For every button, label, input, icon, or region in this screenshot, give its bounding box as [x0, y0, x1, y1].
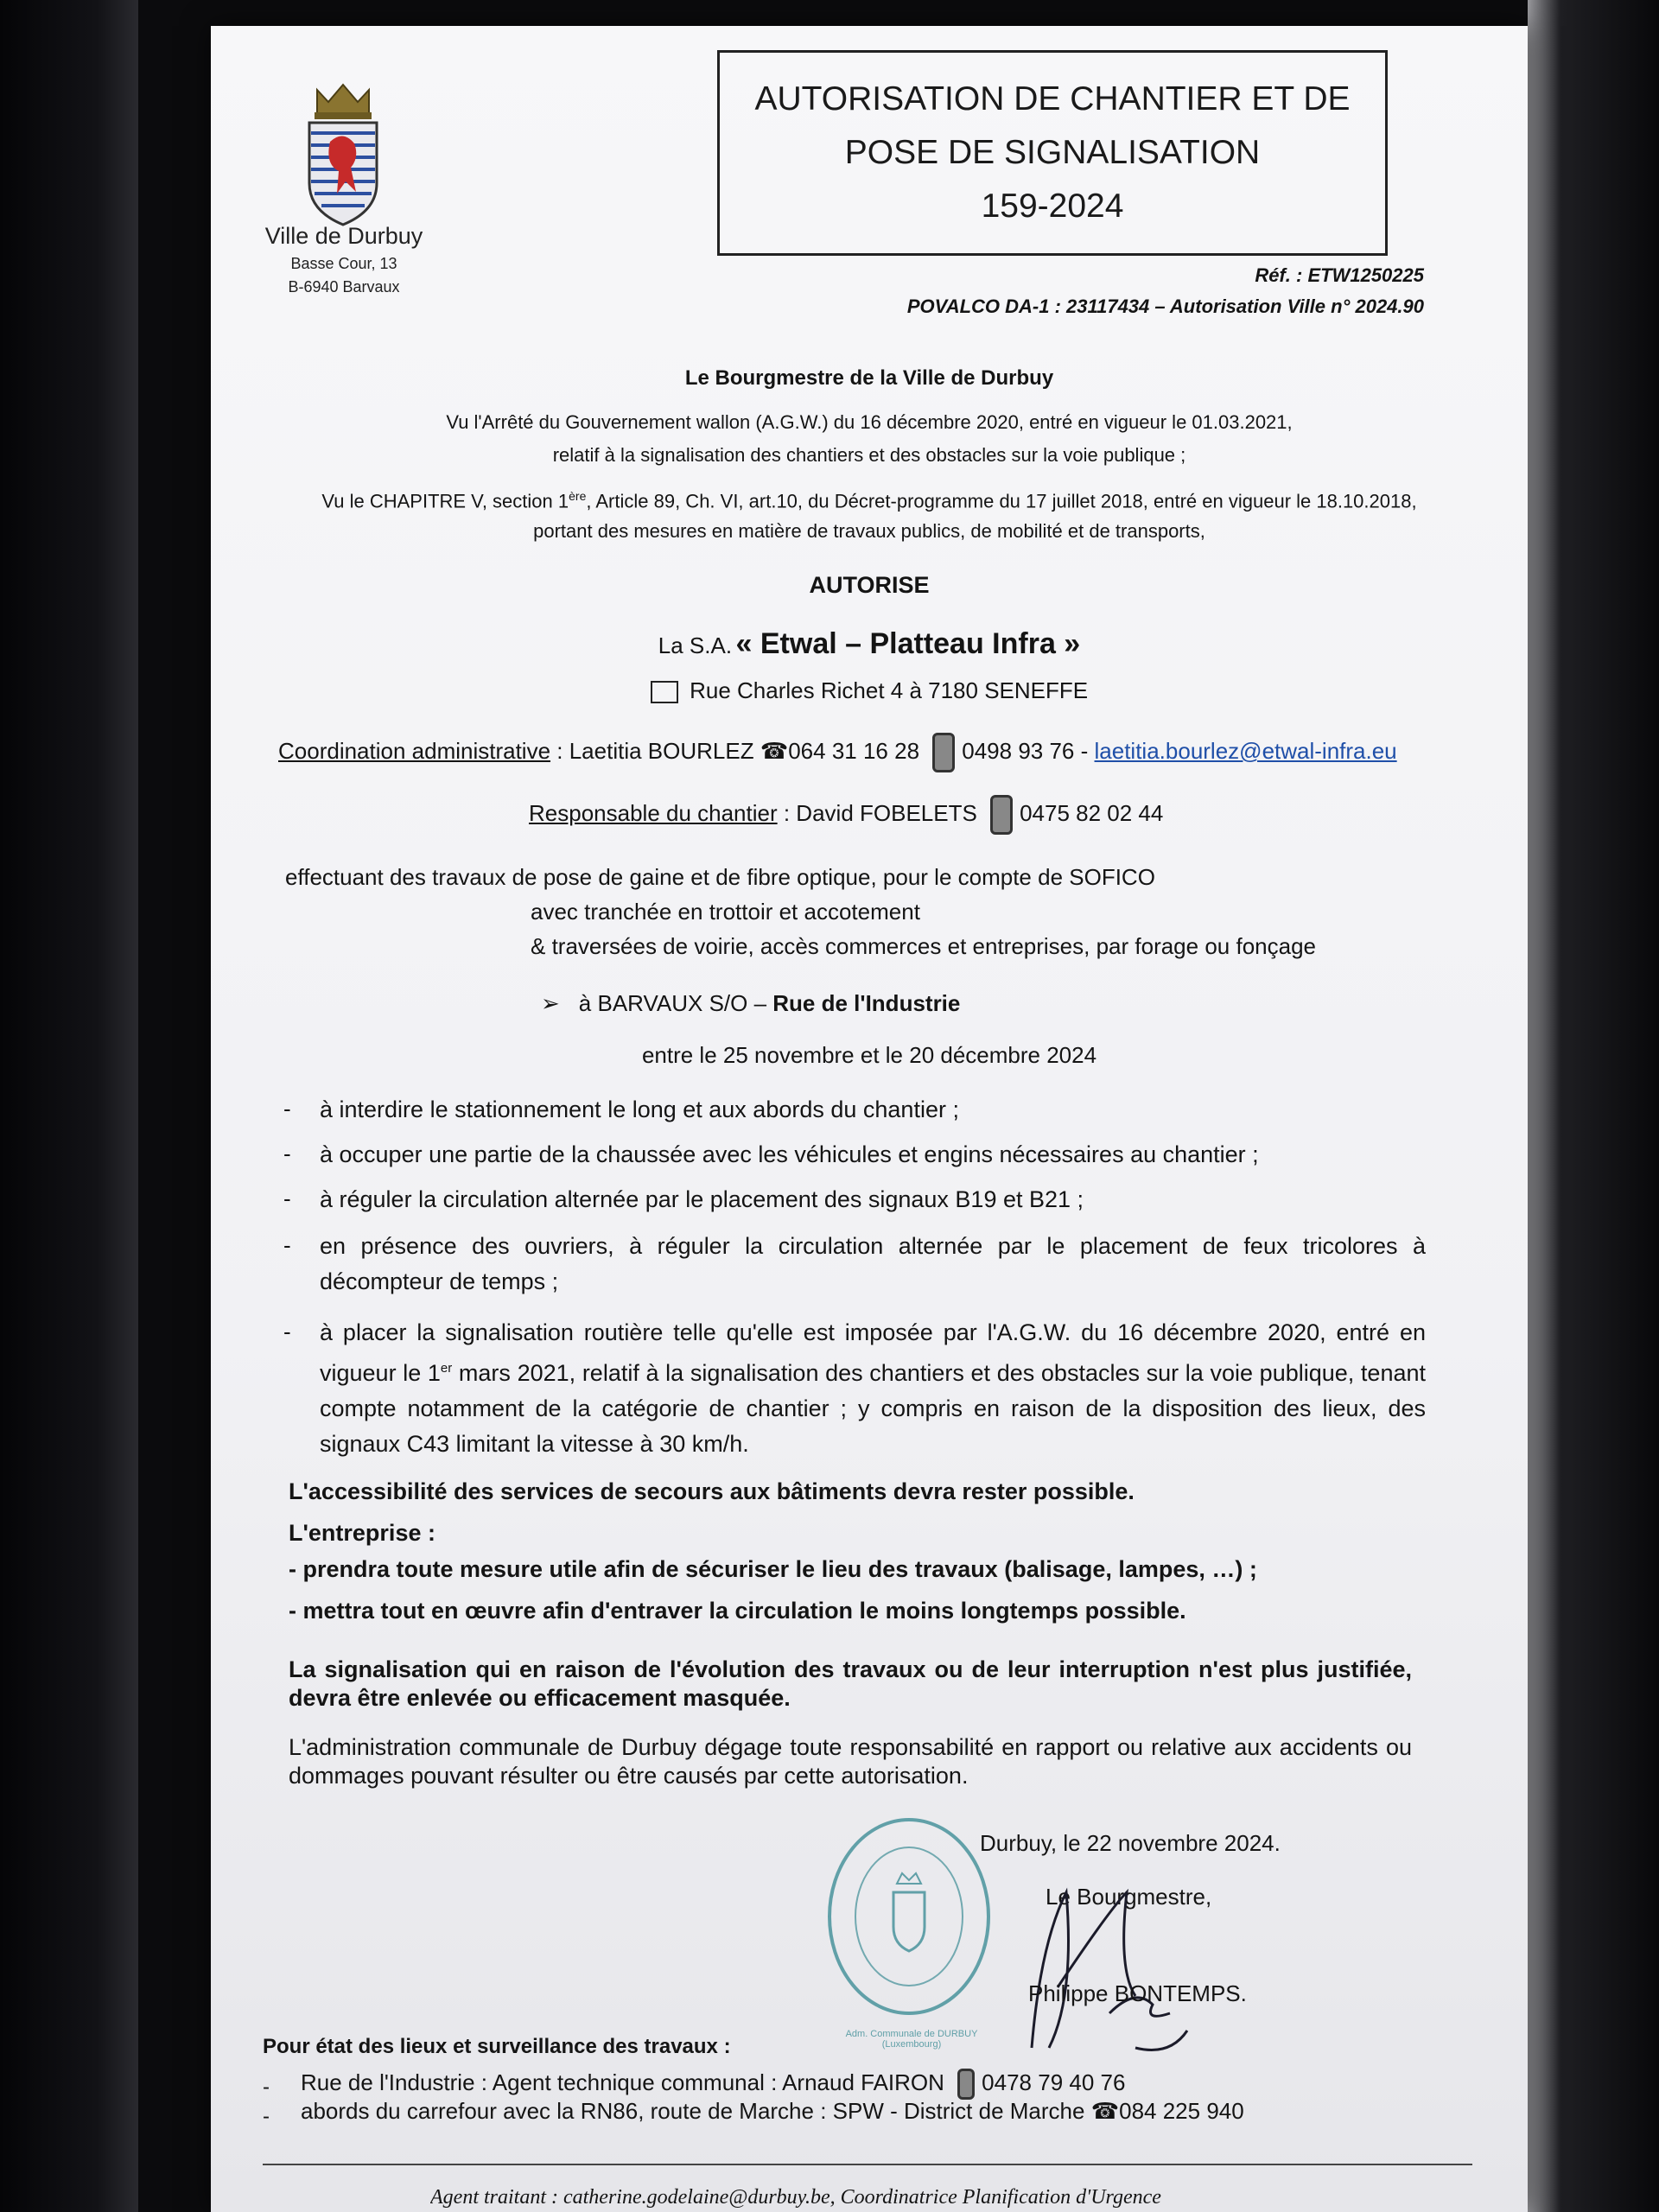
coordination-name: : Laetitia BOURLEZ — [550, 737, 754, 764]
footer-agent: Agent traitant : catherine.godelaine@durbuy.be, Coordinatrice Planification d'Urgence — [430, 2186, 1161, 2209]
disclaimer: L'administration communale de Durbuy dégage toute responsabilité en rapport ou relative aux accidents ou dommages pouvant résulter ou être causés par cette autorisation. — [289, 1734, 1412, 1789]
condition-item-signalisation — [320, 1315, 1426, 1462]
period: entre le 25 novembre et le 20 décembre 2024 — [641, 1042, 1097, 1068]
photo-right-frame — [1528, 0, 1659, 2212]
vu-chapitre-line-1 — [211, 489, 1528, 512]
document-page — [211, 26, 1528, 2212]
arrow-bullet-icon: ➢ — [541, 990, 560, 1016]
location-line — [541, 990, 960, 1017]
enterprise-heading: L'entreprise : — [289, 1520, 435, 1546]
condition-item: à interdire le stationnement le long et aux abords du chantier ; — [320, 1096, 959, 1122]
footer-divider — [263, 2164, 1472, 2165]
surveillance-item-1 — [301, 2069, 1125, 2100]
company-name: « Etwal – Platteau Infra » — [735, 627, 1081, 660]
mobile-phone-icon — [990, 795, 1013, 835]
coordination-label: Coordination administrative — [278, 737, 551, 764]
surveillance-item-2 — [301, 2098, 1244, 2125]
condition-item: en présence des ouvriers, à réguler la circulation alternée par le placement de feux tricolores à décompteur de temps ; — [320, 1233, 1426, 1294]
durbuy-crest-icon — [304, 81, 382, 235]
signature-name: Philippe BONTEMPS. — [1028, 1980, 1247, 2006]
bullet-dash: - — [283, 1319, 291, 1344]
title-line-2: POSE DE SIGNALISATION — [844, 134, 1261, 171]
responsable-mobile: 0475 82 02 44 — [1020, 799, 1164, 826]
works-line-1: effectuant des travaux de pose de gaine et de fibre optique, pour le compte de SOFICO — [285, 864, 1155, 890]
enterprise-item-1: - prendra toute mesure utile afin de sécuriser le lieu des travaux (balisage, lampes, …) ; — [289, 1556, 1257, 1582]
title-number: 159-2024 — [981, 188, 1124, 225]
municipality-name: Ville de Durbuy — [264, 223, 423, 249]
coordination-line — [278, 733, 1397, 772]
coordination-email-link[interactable]: laetitia.bourlez@etwal-infra.eu — [1094, 737, 1397, 764]
authority: Le Bourgmestre de la Ville de Durbuy — [684, 366, 1054, 390]
municipality-address-2: B-6940 Barvaux — [288, 278, 400, 296]
telephone-icon: ☎ — [760, 737, 789, 764]
document-title-box — [717, 50, 1388, 256]
autorise-heading: AUTORISE — [809, 572, 930, 598]
bullet-dash: - — [263, 2105, 270, 2128]
vu-chapitre-pre: Vu le CHAPITRE V, section 1 — [321, 490, 569, 512]
enterprise-item-2: - mettra tout en œuvre afin d'entraver la circulation le moins longtemps possible. — [289, 1598, 1186, 1624]
location-street: Rue de l'Industrie — [772, 990, 961, 1016]
bullet-dash: - — [263, 2075, 270, 2099]
title-line-1: AUTORISATION DE CHANTIER ET DE — [754, 80, 1351, 118]
company-line — [211, 627, 1528, 661]
vu-agw-line-1: Vu l'Arrêté du Gouvernement wallon (A.G.W.) du 16 décembre 2020, entré en vigueur le 01.03.2021, — [446, 411, 1293, 433]
municipal-stamp-icon — [824, 1815, 994, 2018]
vu-agw-line-2: relatif à la signalisation des chantiers et des obstacles sur la voie publique ; — [552, 444, 1186, 466]
bullet-dash: - — [283, 1232, 291, 1258]
works-line-2: avec tranchée en trottoir et accotement — [531, 899, 920, 925]
location-pre: à BARVAUX S/O – — [578, 990, 773, 1016]
vu-chapitre-line-2: portant des mesures en matière de travaux publics, de mobilité et de transports, — [533, 520, 1205, 542]
photo-left-frame — [0, 0, 138, 2212]
handwritten-signature-icon — [1006, 1840, 1196, 2065]
vu-chapitre-post: , Article 89, Ch. VI, art.10, du Décret-programme du 17 juillet 2018, entré en vigueur le 18.10.2018, — [586, 490, 1417, 512]
bullet-dash: - — [283, 1141, 291, 1166]
surveillance-item-1-phone: 0478 79 40 76 — [982, 2069, 1126, 2095]
bullet5-sup: er — [440, 1361, 453, 1376]
condition-item: à réguler la circulation alternée par le placement des signaux B19 et B21 ; — [320, 1186, 1084, 1212]
mobile-phone-icon — [957, 2069, 975, 2100]
works-line-3: & traversées de voirie, accès commerces et entreprises, par forage ou fonçage — [531, 933, 1316, 959]
mobile-phone-icon — [932, 733, 955, 772]
bullet5-post: mars 2021, relatif à la signalisation des chantiers et des obstacles sur la voie publique, tenant compte notamment de la catégorie de chantier ; y compris en raison de la disposition des lieux, des signaux C43 limitant la vitesse à 30 km/h. — [320, 1360, 1427, 1457]
signature-place-date: Durbuy, le 22 novembre 2024. — [980, 1830, 1281, 1856]
reference: Réf. : ETW1250225 — [1255, 264, 1424, 286]
povalco-reference: POVALCO DA-1 : 23117434 – Autorisation Ville n° 2024.90 — [906, 296, 1424, 317]
telephone-icon: ☎ — [1090, 2098, 1120, 2124]
coordination-phone: 064 31 16 28 — [788, 737, 920, 764]
bullet-dash: - — [283, 1185, 291, 1211]
signature-role: Le Bourgmestre, — [1046, 1884, 1212, 1910]
letter-icon — [651, 681, 678, 703]
stamp-text: Adm. Communale de DURBUY (Luxembourg) — [845, 2029, 978, 2050]
surveillance-item-2-text: abords du carrefour avec la RN86, route de Marche : SPW - District de Marche — [301, 2098, 1085, 2124]
coordination-mobile: 0498 93 76 - — [962, 737, 1089, 764]
bullet5-pre: à placer la signalisation routière telle qu'elle est imposée par l'A.G.W. du 16 décembre 2020, entré en vigueur le 1 — [320, 1319, 1426, 1386]
surveillance-item-2-phone: 084 225 940 — [1119, 2098, 1244, 2124]
responsable-line — [529, 795, 1163, 835]
vu-chapitre-sup: ère — [569, 489, 587, 503]
surveillance-item-1-text: Rue de l'Industrie : Agent technique communal : Arnaud FAIRON — [301, 2069, 944, 2095]
responsable-name: : David FOBELETS — [777, 799, 977, 826]
responsable-label: Responsable du chantier — [529, 799, 778, 826]
signalisation-note: La signalisation qui en raison de l'évolution des travaux ou de leur interruption n'est plus justifiée, devra être enlevée ou efficacement masquée. — [289, 1656, 1412, 1711]
company-address: Rue Charles Richet 4 à 7180 SENEFFE — [690, 677, 1089, 703]
surveillance-heading: Pour état des lieux et surveillance des travaux : — [263, 2035, 731, 2058]
accessibility-note: L'accessibilité des services de secours aux bâtiments devra rester possible. — [289, 1478, 1135, 1504]
municipality-block — [245, 223, 442, 296]
municipality-address-1: Basse Cour, 13 — [290, 255, 397, 272]
condition-item: à occuper une partie de la chaussée avec les véhicules et engins nécessaires au chantier ; — [320, 1141, 1259, 1167]
company-address-line — [211, 677, 1528, 704]
company-prefix: La S.A. — [658, 632, 733, 658]
bullet-dash: - — [283, 1096, 291, 1122]
